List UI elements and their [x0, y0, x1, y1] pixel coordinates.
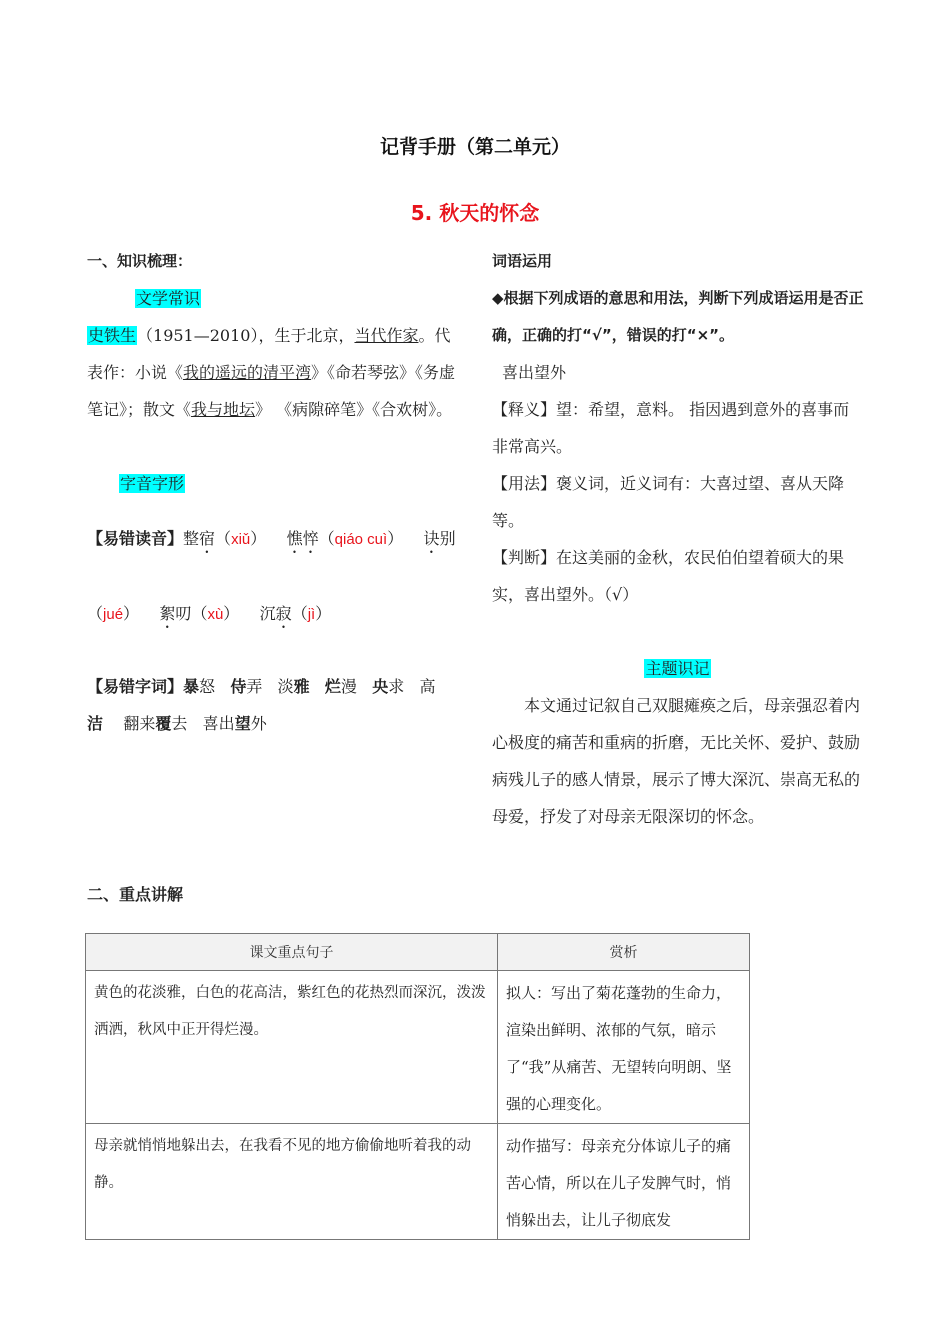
table-header-row: [86, 934, 750, 971]
pron-item: 整宿（xiǔ）: [183, 529, 267, 548]
page-title: 记背手册（第二单元）: [379, 136, 570, 158]
typo-item: 侍弄: [230, 677, 263, 696]
judge-label: 【判断】: [492, 548, 557, 567]
pron-item: 诀别（jué）: [87, 529, 456, 623]
instruction: ◆根据下列成语的意思和用法，判断下列成语运用是否正确，正确的打“√”，错误的打“×”。: [492, 289, 864, 344]
sentence-cell: 黄色的花淡雅，白色的花高洁，紫红色的花热烈而深沉，泼泼洒洒，秋风中正开得烂漫。: [86, 971, 498, 1124]
analysis-cell: 拟人：写出了菊花蓬勃的生命力，渲染出鲜明、浓郁的气氛，暗示了“我”从痛苦、无望转向明朗、坚强的心理变化。: [498, 971, 750, 1124]
tag-theme: 主题识记: [645, 659, 710, 678]
author-role: 当代作家: [354, 326, 419, 345]
typo-paragraph: [87, 668, 462, 742]
table-header: 课文重点句子: [86, 934, 498, 971]
section-heading-word-usage: 词语运用: [492, 252, 553, 270]
typo-item: 央求: [372, 677, 405, 696]
meaning-line: [492, 391, 865, 465]
pronunciation-paragraph: [87, 502, 462, 652]
section-heading-key-points: 二、重点讲解: [87, 885, 184, 904]
typo-label: 【易错字词】: [87, 677, 184, 696]
typo-item: 烂漫: [324, 677, 357, 696]
author-name: 史铁生: [88, 326, 137, 345]
work-ditan: 我与地坛: [191, 400, 256, 419]
table-row: [86, 1124, 750, 1240]
theme-paragraph: 本文通过记叙自己双腿瘫痪之后，母亲强忍着内心极度的痛苦和重病的折磨，无比关怀、爱护、鼓励病残儿子的感人情景，展示了博大深沉、崇高无私的母爱，抒发了对母亲无限深切的怀念。: [492, 696, 861, 826]
work-qingpingwan: 我的遥远的清平湾: [183, 363, 312, 382]
usage-text: 褒义词，近义词有：大喜过望、喜从天降等。: [492, 474, 845, 530]
typo-item: 淡雅: [277, 677, 310, 696]
typo-item: 翻来覆去: [123, 714, 188, 733]
left-column: [87, 243, 462, 742]
table-row: [86, 971, 750, 1124]
right-column: [492, 243, 865, 835]
analysis-cell: 动作描写：母亲充分体谅儿子的痛苦心情，所以在儿子发脾气时，悄悄躲出去，让儿子彻底发: [498, 1124, 750, 1240]
meaning-text: 望：希望，意料。 指因遇到意外的喜事而非常高兴。: [492, 400, 850, 456]
typo-item: 暴怒: [183, 677, 216, 696]
judge-line: [492, 539, 865, 613]
works-intro-a: 。代表作：小说《: [87, 326, 451, 382]
judge-text: 在这美丽的金秋，农民伯伯望着硕大的果实，喜出望外。（√）: [492, 548, 845, 604]
lesson-title: 5. 秋天的怀念: [410, 201, 540, 225]
works-intro-c: 》 《病隙碎笔》《合欢树》。: [255, 400, 453, 419]
table-header: 赏析: [498, 934, 750, 971]
idiom: 喜出望外: [502, 363, 567, 382]
pron-item: 絮叨（xù）: [159, 604, 240, 623]
pron-label: 【易错读音】: [87, 529, 184, 548]
tag-pronunciation: 字音字形: [120, 474, 185, 493]
pron-item: 憔悴（qiáo cuì）: [286, 529, 404, 548]
section-heading-knowledge: 一、知识梳理：: [87, 252, 193, 270]
usage-line: [492, 465, 865, 539]
key-sentences-table: [85, 933, 750, 1240]
author-years: （1951—2010），生于北京，: [137, 326, 355, 345]
author-paragraph: [87, 317, 462, 428]
tag-literature: 文学常识: [136, 289, 201, 308]
pron-item: 沉寂（jì）: [259, 604, 332, 623]
sentence-cell: 母亲就悄悄地躲出去，在我看不见的地方偷偷地听着我的动静。: [86, 1124, 498, 1240]
works-intro-b: 》《命若琴弦》《务虚笔记》；散文《: [87, 363, 456, 419]
typo-item: 喜出望外: [202, 714, 267, 733]
typo-item: 高洁: [87, 677, 436, 733]
usage-label: 【用法】: [492, 474, 557, 493]
meaning-label: 【释义】: [492, 400, 557, 419]
